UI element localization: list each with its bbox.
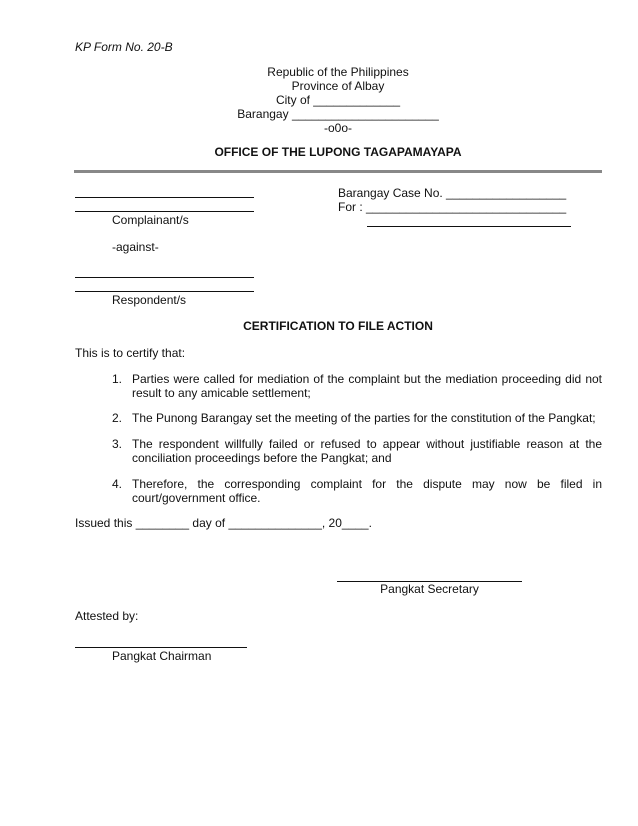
chairman-signature-line xyxy=(75,647,247,648)
secretary-label: Pangkat Secretary xyxy=(380,582,479,596)
case-for-line-2 xyxy=(367,226,571,227)
header-province: Province of Albay xyxy=(291,79,385,93)
intro-text: This is to certify that: xyxy=(75,346,186,360)
attested-label: Attested by: xyxy=(75,609,139,623)
office-title: OFFICE OF THE LUPONG TAGAPAMAYAPA xyxy=(214,145,462,159)
against-label: -against- xyxy=(112,240,159,254)
respondent-line-2 xyxy=(75,291,254,292)
form-number: KP Form No. 20-B xyxy=(75,40,173,54)
header-separator: -o0o- xyxy=(323,121,352,135)
complainant-line-1 xyxy=(75,197,254,198)
list-item-number: 1. xyxy=(112,372,123,386)
list-item-text: Therefore, the corresponding complaint for the dispute may now be filed in court/government office. xyxy=(132,477,602,505)
list-item xyxy=(112,372,602,400)
header-city: City of _____________ xyxy=(275,93,401,107)
issued-date-line: Issued this ________ day of ______________, 20____. xyxy=(75,516,372,530)
header-republic: Republic of the Philippines xyxy=(267,65,409,79)
header-barangay: Barangay ______________________ xyxy=(237,107,439,121)
list-item xyxy=(112,411,602,425)
list-item-text: The respondent willfully failed or refused to appear without justifiable reason at the conciliation proceedings before the Pangkat; and xyxy=(132,437,602,465)
complainant-line-2 xyxy=(75,211,254,212)
respondent-label: Respondent/s xyxy=(112,293,187,307)
list-item-text: The Punong Barangay set the meeting of the parties for the constitution of the Pangkat; xyxy=(132,411,596,425)
case-for-field: For : ______________________________ xyxy=(338,200,567,214)
respondent-line-1 xyxy=(75,277,254,278)
list-item-number: 2. xyxy=(112,411,123,425)
list-item xyxy=(112,477,602,505)
certification-title: CERTIFICATION TO FILE ACTION xyxy=(243,319,433,333)
list-item-number: 3. xyxy=(112,437,123,451)
list-item xyxy=(112,437,602,465)
chairman-label: Pangkat Chairman xyxy=(112,649,212,663)
complainant-label: Complainant/s xyxy=(112,213,189,227)
list-item-number: 4. xyxy=(112,477,123,491)
document-header xyxy=(188,65,488,135)
case-number-field: Barangay Case No. __________________ xyxy=(338,186,567,200)
list-item-text: Parties were called for mediation of the complaint but the mediation proceeding did not result to any amicable settlement; xyxy=(132,372,602,400)
header-divider xyxy=(74,170,602,173)
